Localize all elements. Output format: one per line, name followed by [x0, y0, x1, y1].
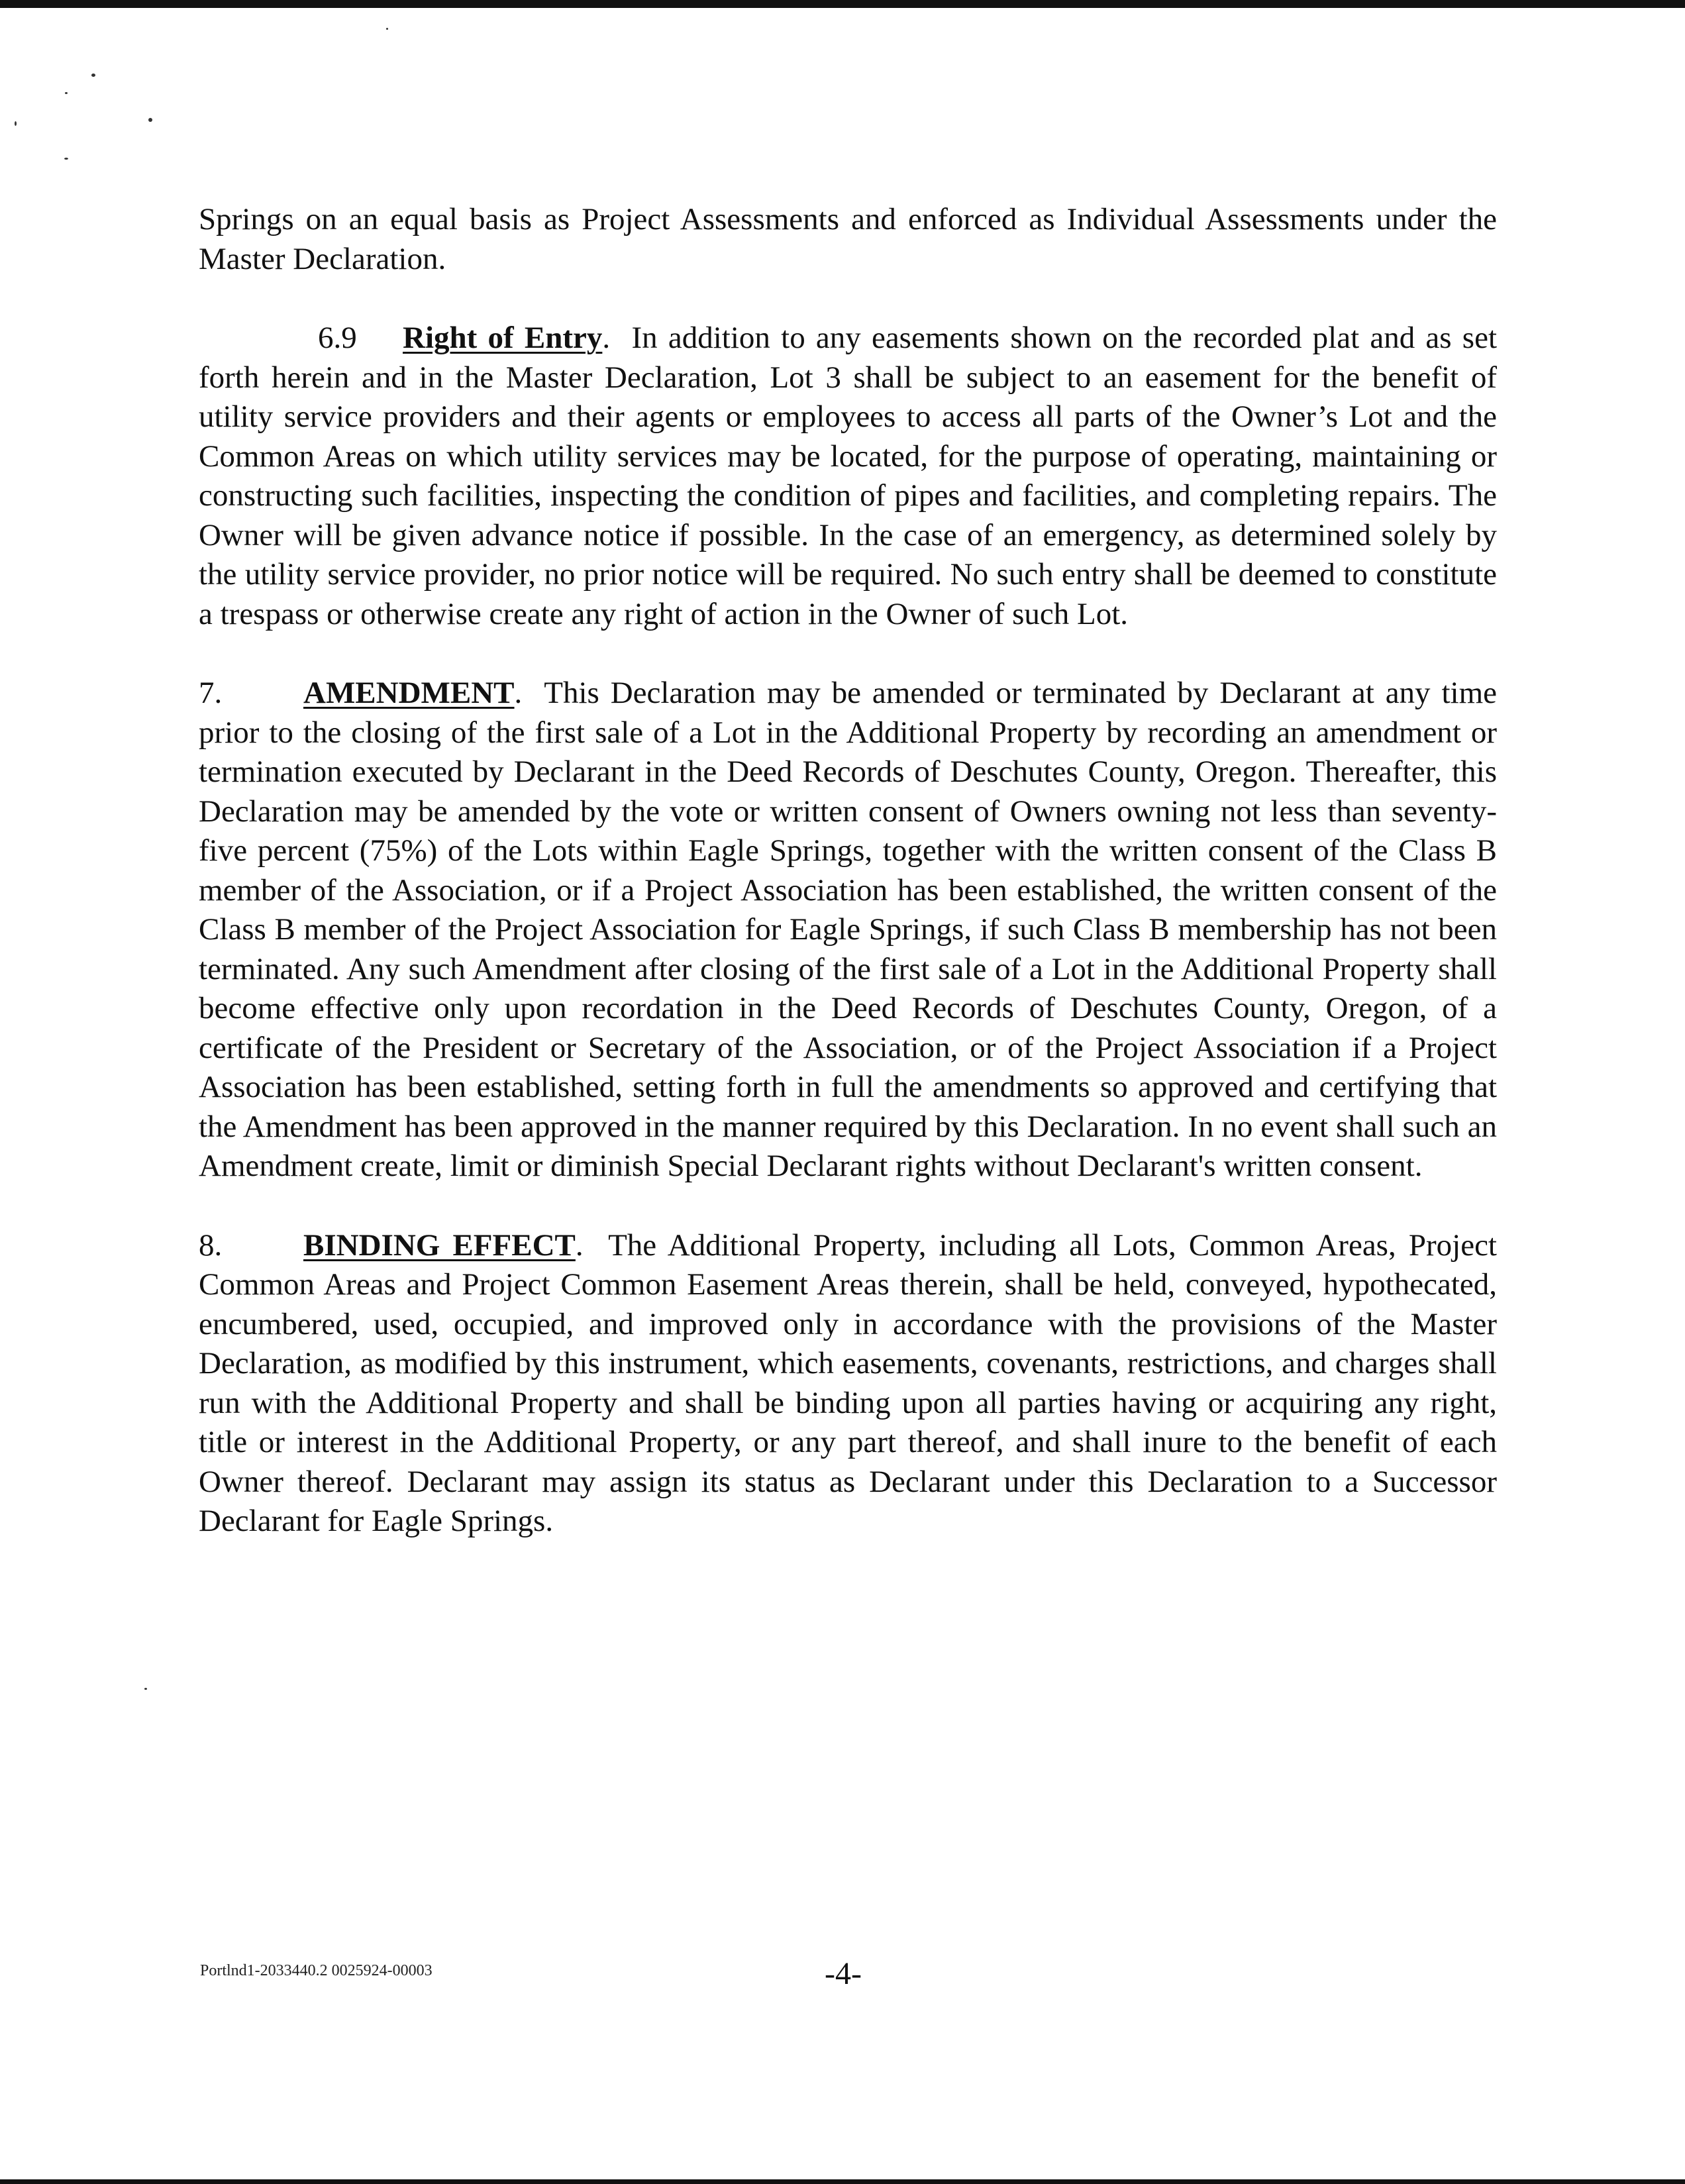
- scan-speck: [65, 92, 68, 94]
- scan-speck: [386, 28, 388, 30]
- section-body: This Declaration may be amended or terminated by Declarant at any time prior to the closing of the first sale of a Lot in the Additional Property by recording an amendment or termination executed by Declarant in the Deed Records of Deschutes County, Oregon. Thereafter, this Declaration may be amended by the vote or written consent of Owners owning not less than seventy-five percent (75%) of the Lots within Eagle Springs, together with the written consent of the Class B member of the Association, or if a Project Association has been established, the written consent of the Class B member of the Project Association for Eagle Springs, if such Class B membership has not been terminated. Any such Amendment after closing of the first sale of a Lot in the Additional Property shall become effective only upon recordation in the Deed Records of Deschutes County, Oregon, of a certificate of the President or Secretary of the Association, or of the Project Association if a Project Association has been established, setting forth in full the amendments so approved and certifying that the Amendment has been approved in the manner required by this Declaration. In no event shall such an Amendment create, limit or diminish Special Declarant rights without Declarant's written consent.: [199, 676, 1497, 1183]
- section-7: 7. AMENDMENT. This Declaration may be amended or terminated by Declarant at any time prior to the closing of the first sale of a Lot in the Additional Property by recording an amendment or termination executed by Declarant in the Deed Records of Deschutes County, Oregon. Thereafter, this Declaration may be amended by the vote or written consent of Owners owning not less than seventy-five percent (75%) of the Lots within Eagle Springs, together with the written consent of the Class B member of the Association, or if a Project Association has been established, the written consent of the Class B member of the Project Association for Eagle Springs, if such Class B membership has not been terminated. Any such Amendment after closing of the first sale of a Lot in the Additional Property shall become effective only upon recordation in the Deed Records of Deschutes County, Oregon, of a certificate of the President or Secretary of the Association, or of the Project Association if a Project Association has been established, setting forth in full the amendments so approved and certifying that the Amendment has been approved in the manner required by this Declaration. In no event shall such an Amendment create, limit or diminish Special Declarant rights without Declarant's written consent.: [199, 674, 1497, 1186]
- section-number: 6.9: [318, 321, 357, 355]
- document-body: [199, 200, 1497, 1541]
- section-body: In addition to any easements shown on the recorded plat and as set forth herein and in the Master Declaration, Lot 3 shall be subject to an easement for the benefit of utility service providers and their agents or employees to access all parts of the Owner’s Lot and the Common Areas on which utility services may be located, for the purpose of operating, maintaining or constructing such facilities, inspecting the condition of pipes and facilities, and completing repairs. The Owner will be given advance notice if possible. In the case of an emergency, as determined solely by the utility service provider, no prior notice will be required. No such entry shall be deemed to constitute a trespass or otherwise create any right of action in the Owner of such Lot.: [199, 321, 1497, 631]
- section-8: 8. BINDING EFFECT. The Additional Property, including all Lots, Common Areas, Project Common Areas and Project Common Easement Areas therein, shall be held, conveyed, hypothecated, encumbered, used, occupied, and improved only in accordance with the provisions of the Master Declaration, as modified by this instrument, which easements, covenants, restrictions, and charges shall run with the Additional Property and shall be binding upon all parties having or acquiring any right, title or interest in the Additional Property, or any part thereof, and shall inure to the benefit of each Owner thereof. Declarant may assign its status as Declarant under this Declaration to a Successor Declarant for Eagle Springs.: [199, 1226, 1497, 1541]
- scan-speck: [148, 118, 152, 122]
- continuation-paragraph: Springs on an equal basis as Project Assessments and enforced as Individual Assessments under the Master Declaration.: [199, 202, 1497, 276]
- section-heading: Right of Entry: [403, 321, 603, 355]
- scan-speck: [15, 121, 17, 126]
- page-number: -4-: [825, 1956, 862, 1991]
- footer-document-id: Portlnd1-2033440.2 0025924-00003: [200, 1962, 433, 1979]
- scan-bottom-border: [0, 2179, 1685, 2184]
- section-number: 7.: [199, 676, 223, 710]
- scan-speck: [91, 74, 95, 77]
- scan-speck: [64, 158, 68, 160]
- section-number: 8.: [199, 1227, 223, 1263]
- section-body: The Additional Property, including all Lots, Common Areas, Project Common Areas and Project Common Easement Areas therein, shall be held, conveyed, hypothecated, encumbered, used, occupied, and improved only in accordance with the provisions of the Master Declaration, as modified by this instrument, which easements, covenants, restrictions, and charges shall run with the Additional Property and shall be binding upon all parties having or acquiring any right, title or interest in the Additional Property, or any part thereof, and shall inure to the benefit of each Owner thereof. Declarant may assign its status as Declarant under this Declaration to a Successor Declarant for Eagle Springs.: [199, 1227, 1497, 1538]
- scan-top-border: [0, 0, 1685, 8]
- section-6-9: 6.9 Right of Entry. In addition to any easements shown on the recorded plat and as set forth herein and in the Master Declaration, Lot 3 shall be subject to an easement for the benefit of utility service providers and their agents or employees to access all parts of the Owner’s Lot and the Common Areas on which utility services may be located, for the purpose of operating, maintaining or constructing such facilities, inspecting the condition of pipes and facilities, and completing repairs. The Owner will be given advance notice if possible. In the case of an emergency, as determined solely by the utility service provider, no prior notice will be required. No such entry shall be deemed to constitute a trespass or otherwise create any right of action in the Owner of such Lot.: [199, 319, 1497, 634]
- section-heading: AMENDMENT: [303, 676, 515, 710]
- section-heading: BINDING EFFECT: [303, 1227, 576, 1263]
- scan-speck: [144, 1688, 147, 1690]
